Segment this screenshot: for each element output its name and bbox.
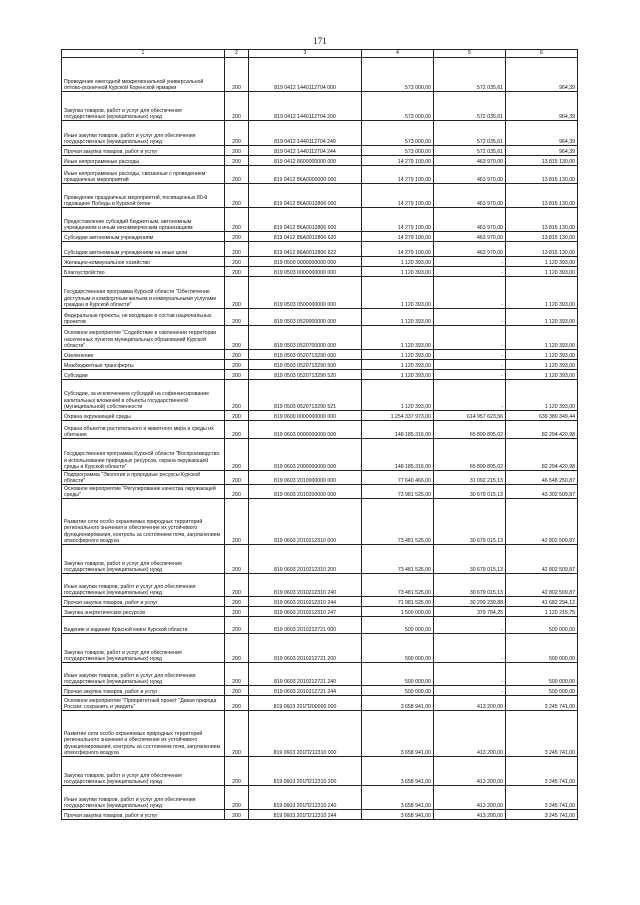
table-row [62, 686, 578, 696]
cell-grbs: 200 [225, 485, 249, 499]
cell-grbs: 200 [225, 499, 249, 545]
table-row [62, 146, 578, 156]
cell-fact: - [434, 257, 506, 267]
cell-fact: 30 679 015,13 [434, 545, 506, 574]
header-cell: 6 [506, 50, 578, 58]
table-row [62, 545, 578, 574]
cell-rest: 500 000,00 [506, 686, 578, 696]
cell-rest: 964,39 [506, 146, 578, 156]
table-row [62, 421, 578, 439]
cell-fact: 379 784,25 [434, 607, 506, 617]
cell-rest: 1 120 215,75 [506, 607, 578, 617]
cell-grbs: 200 [225, 326, 249, 350]
table-row [62, 485, 578, 499]
cell-plan: 1 120 393,00 [362, 380, 434, 411]
cell-fact: 572 035,61 [434, 58, 506, 92]
cell-code: 819 0603 201П212310 000 [249, 711, 362, 757]
cell-fact: 463 970,00 [434, 156, 506, 166]
table-row [62, 380, 578, 411]
cell-grbs: 200 [225, 350, 249, 360]
cell-plan: 3 658 941,00 [362, 786, 434, 810]
cell-fact: 463 970,00 [434, 166, 506, 184]
cell-rest: 1 120 393,00 [506, 350, 578, 360]
cell-plan: 500 000,00 [362, 663, 434, 686]
table-row [62, 757, 578, 786]
cell-rest: 13 815 130,00 [506, 232, 578, 242]
cell-name: Субсидии автономным учреждениям на иные цели [62, 242, 225, 257]
cell-code: 819 0603 2010212310 000 [249, 499, 362, 545]
cell-fact: - [434, 309, 506, 326]
cell-grbs: 200 [225, 421, 249, 439]
cell-fact: - [434, 370, 506, 380]
cell-code: 819 0412 86А0012806 600 [249, 208, 362, 232]
cell-code: 819 0503 0520713290 521 [249, 380, 362, 411]
cell-plan: 14 279 100,00 [362, 208, 434, 232]
cell-fact: 463 970,00 [434, 208, 506, 232]
cell-name: Развитие сети особо охраняемых природных территорий регионального значения и обеспечение их устойчивого функционирования, контроль за состоянием почв, загрязнением атмосферного воздуха [62, 499, 225, 545]
cell-code: 819 0412 86А0012806 000 [249, 184, 362, 208]
cell-name: Закупка товаров, работ и услуг для обеспечения государственных (муниципальных) нужд [62, 545, 225, 574]
table-row [62, 617, 578, 634]
table-row [62, 471, 578, 485]
cell-grbs: 200 [225, 360, 249, 370]
cell-fact: - [434, 617, 506, 634]
table-row [62, 574, 578, 597]
cell-code: 819 0503 0000000000 000 [249, 267, 362, 277]
cell-rest: 500 000,00 [506, 634, 578, 663]
cell-name: Основное мероприятие "Регулирование качества окружающей среды" [62, 485, 225, 499]
cell-grbs: 200 [225, 309, 249, 326]
cell-fact: 30 299 230,88 [434, 597, 506, 607]
cell-name: Межбюджетные трансферты [62, 360, 225, 370]
cell-grbs: 200 [225, 267, 249, 277]
cell-plan: 1 500 000,00 [362, 607, 434, 617]
cell-grbs: 200 [225, 757, 249, 786]
cell-rest: 13 815 130,00 [506, 242, 578, 257]
cell-fact: - [434, 326, 506, 350]
cell-plan: 14 279 100,00 [362, 242, 434, 257]
cell-code: 819 0603 2010212310 244 [249, 597, 362, 607]
cell-rest: 1 120 393,00 [506, 380, 578, 411]
cell-code: 819 0603 2010212310 200 [249, 545, 362, 574]
cell-code: 819 0603 201П212310 200 [249, 757, 362, 786]
cell-fact: 413 200,00 [434, 810, 506, 820]
cell-grbs: 200 [225, 696, 249, 711]
cell-name: Закупка товаров, работ и услуг для обеспечения государственных (муниципальных) нужд [62, 92, 225, 121]
cell-code: 819 0503 0520713290 000 [249, 350, 362, 360]
cell-plan: 573 000,00 [362, 58, 434, 92]
cell-grbs: 200 [225, 617, 249, 634]
cell-rest: 3 245 741,00 [506, 810, 578, 820]
header-cell: 4 [362, 50, 434, 58]
cell-rest: 13 815 130,00 [506, 184, 578, 208]
cell-plan: 3 658 941,00 [362, 810, 434, 820]
cell-name: Охрана окружающей среды [62, 411, 225, 421]
cell-code: 819 0603 201П200000 000 [249, 696, 362, 711]
cell-fact: 65 890 895,02 [434, 421, 506, 439]
cell-fact: 572 035,61 [434, 146, 506, 156]
table-row [62, 350, 578, 360]
cell-fact: 572 035,61 [434, 92, 506, 121]
cell-rest: 43 302 509,87 [506, 485, 578, 499]
cell-plan: 14 279 100,00 [362, 232, 434, 242]
cell-rest: 3 245 741,00 [506, 711, 578, 757]
table-row [62, 634, 578, 663]
cell-fact: 413 200,00 [434, 786, 506, 810]
cell-plan: 3 658 941,00 [362, 696, 434, 711]
budget-table [61, 49, 578, 820]
cell-name: Прочая закупка товаров, работ и услуг [62, 146, 225, 156]
cell-rest: 1 120 393,00 [506, 257, 578, 267]
table-row [62, 711, 578, 757]
table-row [62, 370, 578, 380]
cell-rest: 13 815 130,00 [506, 208, 578, 232]
table-row [62, 208, 578, 232]
cell-grbs: 200 [225, 92, 249, 121]
cell-code: 819 0603 2010000000 000 [249, 471, 362, 485]
cell-name: Иные непрограммные расходы, связанные с проведением праздничных мероприятий [62, 166, 225, 184]
cell-code: 819 0603 2010212310 240 [249, 574, 362, 597]
cell-rest: 1 120 393,00 [506, 267, 578, 277]
cell-rest: 13 815 130,00 [506, 166, 578, 184]
cell-rest: 82 294 420,98 [506, 439, 578, 471]
cell-plan: 148 185 316,00 [362, 439, 434, 471]
cell-grbs: 200 [225, 663, 249, 686]
cell-code: 819 0603 2010212721 244 [249, 686, 362, 696]
cell-plan: 71 981 525,00 [362, 597, 434, 607]
cell-code: 819 0603 201П212310 244 [249, 810, 362, 820]
cell-fact: 572 035,61 [434, 121, 506, 146]
cell-code: 819 0603 2010212721 000 [249, 617, 362, 634]
table-row [62, 411, 578, 421]
cell-fact: 30 679 015,13 [434, 485, 506, 499]
cell-code: 819 0503 0520713290 500 [249, 360, 362, 370]
table-row [62, 439, 578, 471]
table-header-row [62, 50, 578, 58]
table-row [62, 277, 578, 309]
cell-grbs: 200 [225, 411, 249, 421]
cell-rest: 964,39 [506, 92, 578, 121]
cell-grbs: 200 [225, 146, 249, 156]
cell-name: Прочая закупка товаров, работ и услуг [62, 810, 225, 820]
cell-code: 819 0412 1440112704 000 [249, 58, 362, 92]
table-row [62, 696, 578, 711]
cell-name: Подпрограмма "Экология и природные ресурсы Курской области" [62, 471, 225, 485]
cell-fact: - [434, 686, 506, 696]
cell-grbs: 200 [225, 545, 249, 574]
cell-name: Развитие сети особо охраняемых природных территорий регионального значения и обеспечение их устойчивого функционирования, контроль за состоянием почв, загрязнением атмосферного воздуха [62, 711, 225, 757]
cell-fact: 463 970,00 [434, 184, 506, 208]
cell-name: Охрана объектов растительного и животного мира и среды их обитания [62, 421, 225, 439]
header-cell: 1 [62, 50, 225, 58]
cell-plan: 73 481 525,00 [362, 545, 434, 574]
cell-grbs: 200 [225, 471, 249, 485]
cell-grbs: 200 [225, 121, 249, 146]
cell-name: Ведение и издание Красной книги Курской области [62, 617, 225, 634]
cell-name: Иные закупки товаров, работ и услуг для обеспечения государственных (муниципальных) нужд [62, 786, 225, 810]
cell-plan: 573 000,00 [362, 92, 434, 121]
cell-grbs: 200 [225, 58, 249, 92]
cell-rest: 964,39 [506, 121, 578, 146]
cell-grbs: 200 [225, 184, 249, 208]
cell-grbs: 200 [225, 607, 249, 617]
cell-code: 819 0603 2010200000 000 [249, 485, 362, 499]
cell-plan: 1 120 393,00 [362, 350, 434, 360]
table-row [62, 597, 578, 607]
table-row [62, 499, 578, 545]
cell-code: 819 0412 86А0012806 620 [249, 232, 362, 242]
cell-grbs: 200 [225, 810, 249, 820]
cell-fact: - [434, 380, 506, 411]
cell-fact: 413 200,00 [434, 696, 506, 711]
cell-code: 819 0412 86А0012806 622 [249, 242, 362, 257]
table-row [62, 786, 578, 810]
cell-rest: 42 802 509,87 [506, 499, 578, 545]
cell-code: 819 0603 0000000000 000 [249, 421, 362, 439]
cell-plan: 500 000,00 [362, 617, 434, 634]
cell-plan: 500 000,00 [362, 634, 434, 663]
cell-fact: 31 092 215,13 [434, 471, 506, 485]
cell-grbs: 200 [225, 686, 249, 696]
cell-fact: - [434, 267, 506, 277]
cell-rest: 41 682 294,12 [506, 597, 578, 607]
cell-code: 819 0503 0520000000 000 [249, 309, 362, 326]
table-row [62, 58, 578, 92]
cell-name: Иные закупки товаров, работ и услуг для обеспечения государственных (муниципальных) нужд [62, 574, 225, 597]
table-row [62, 360, 578, 370]
cell-rest: 3 245 741,00 [506, 696, 578, 711]
cell-plan: 1 120 393,00 [362, 277, 434, 309]
cell-plan: 3 658 941,00 [362, 757, 434, 786]
cell-plan: 73 481 525,00 [362, 574, 434, 597]
cell-code: 819 0603 2000000000 000 [249, 439, 362, 471]
cell-grbs: 200 [225, 634, 249, 663]
cell-fact: 463 970,00 [434, 232, 506, 242]
cell-name: Закупка товаров, работ и услуг для обеспечения государственных (муниципальных) нужд [62, 634, 225, 663]
cell-plan: 73 981 525,00 [362, 485, 434, 499]
cell-rest: 500 000,00 [506, 663, 578, 686]
header-cell: 5 [434, 50, 506, 58]
cell-grbs: 200 [225, 711, 249, 757]
cell-fact: 65 890 895,02 [434, 439, 506, 471]
cell-grbs: 200 [225, 257, 249, 267]
cell-grbs: 200 [225, 156, 249, 166]
cell-fact: 30 679 015,13 [434, 574, 506, 597]
cell-rest: 46 548 250,87 [506, 471, 578, 485]
table-row [62, 326, 578, 350]
cell-plan: 1 120 393,00 [362, 370, 434, 380]
cell-name: Иные закупки товаров, работ и услуг для обеспечения государственных (муниципальных) нужд [62, 663, 225, 686]
cell-grbs: 200 [225, 208, 249, 232]
table-row [62, 92, 578, 121]
cell-plan: 14 279 100,00 [362, 184, 434, 208]
cell-code: 819 0412 8600000000 000 [249, 156, 362, 166]
cell-name: Благоустройство [62, 267, 225, 277]
cell-grbs: 200 [225, 597, 249, 607]
cell-rest: 1 120 393,00 [506, 326, 578, 350]
cell-name: Жилищно-коммунальное хозяйство [62, 257, 225, 267]
cell-name: Федеральные проекты, не входящие в состав национальных проектов [62, 309, 225, 326]
header-cell: 2 [225, 50, 249, 58]
table-row [62, 607, 578, 617]
table-row [62, 166, 578, 184]
cell-name: Основное мероприятие "Содействие в озеленении территории населенных пунктов муниципальных образований Курской области" [62, 326, 225, 350]
cell-code: 819 0503 0520700000 000 [249, 326, 362, 350]
cell-grbs: 200 [225, 380, 249, 411]
cell-grbs: 200 [225, 439, 249, 471]
cell-rest: 1 120 393,00 [506, 309, 578, 326]
cell-code: 819 0412 1440112704 240 [249, 121, 362, 146]
cell-plan: 14 279 100,00 [362, 156, 434, 166]
cell-fact: 413 200,00 [434, 757, 506, 786]
cell-name: Озеленение [62, 350, 225, 360]
table-row [62, 309, 578, 326]
cell-plan: 573 000,00 [362, 121, 434, 146]
cell-plan: 148 185 316,00 [362, 421, 434, 439]
table-row [62, 121, 578, 146]
cell-grbs: 200 [225, 786, 249, 810]
cell-rest: 3 245 741,00 [506, 786, 578, 810]
cell-name: Закупка товаров, работ и услуг для обеспечения государственных (муниципальных) нужд [62, 757, 225, 786]
cell-fact: 463 970,00 [434, 242, 506, 257]
cell-plan: 1 254 337 973,00 [362, 411, 434, 421]
cell-fact: - [434, 663, 506, 686]
cell-grbs: 200 [225, 277, 249, 309]
cell-code: 819 0603 2010212721 240 [249, 663, 362, 686]
cell-name: Прочая закупка товаров, работ и услуг [62, 686, 225, 696]
cell-fact: - [434, 360, 506, 370]
cell-grbs: 200 [225, 242, 249, 257]
cell-fact: 614 957 623,56 [434, 411, 506, 421]
cell-name: Государственная программа Курской области "Обеспечение доступным и комфортным жильем и коммунальными услугами граждан в Курской области" [62, 277, 225, 309]
cell-plan: 14 279 100,00 [362, 166, 434, 184]
cell-code: 819 0603 201П212310 240 [249, 786, 362, 810]
cell-name: Предоставление субсидий бюджетным, автономным учреждениям и иным некоммерческим организациям [62, 208, 225, 232]
cell-rest: 1 120 393,00 [506, 360, 578, 370]
cell-rest: 1 120 393,00 [506, 370, 578, 380]
cell-code: 819 0412 1440112704 200 [249, 92, 362, 121]
cell-code: 819 0412 1440112704 244 [249, 146, 362, 156]
cell-rest: 964,39 [506, 58, 578, 92]
cell-rest: 500 000,00 [506, 617, 578, 634]
cell-name: Проведение праздничных мероприятий, посвященных 80-й годовщине Победы в Курской битве [62, 184, 225, 208]
table-row [62, 267, 578, 277]
table-row [62, 242, 578, 257]
cell-fact: - [434, 277, 506, 309]
cell-rest: 42 802 509,87 [506, 574, 578, 597]
cell-name: Прочая закупка товаров, работ и услуг [62, 597, 225, 607]
table-row [62, 810, 578, 820]
table-row [62, 156, 578, 166]
table-row [62, 232, 578, 242]
cell-plan: 1 120 393,00 [362, 360, 434, 370]
cell-plan: 1 120 393,00 [362, 326, 434, 350]
cell-name: Проведение ежегодной межрегиональной универсальной оптово-розничной Курской Коренской ярмарки [62, 58, 225, 92]
cell-grbs: 200 [225, 574, 249, 597]
table-body [62, 58, 578, 820]
cell-fact: 30 679 015,13 [434, 499, 506, 545]
cell-name: Государственная программа Курской области "Воспроизводство и использование природных ресурсов, охрана окружающей среды в Курской области" [62, 439, 225, 471]
cell-grbs: 200 [225, 166, 249, 184]
cell-code: 819 0603 2010212721 200 [249, 634, 362, 663]
cell-grbs: 200 [225, 232, 249, 242]
cell-code: 819 0500 0000000000 000 [249, 257, 362, 267]
cell-name: Иные непрограммные расходы [62, 156, 225, 166]
cell-plan: 3 658 941,00 [362, 711, 434, 757]
table-row [62, 257, 578, 267]
cell-plan: 1 120 393,00 [362, 267, 434, 277]
cell-rest: 82 294 420,98 [506, 421, 578, 439]
cell-rest: 42 802 509,87 [506, 545, 578, 574]
cell-fact: - [434, 350, 506, 360]
cell-rest: 639 380 349,44 [506, 411, 578, 421]
cell-name: Иные закупки товаров, работ и услуг для обеспечения государственных (муниципальных) нужд [62, 121, 225, 146]
cell-code: 819 0412 86А0000000 000 [249, 166, 362, 184]
cell-plan: 500 000,00 [362, 686, 434, 696]
cell-rest: 1 120 393,00 [506, 277, 578, 309]
cell-fact: - [434, 634, 506, 663]
cell-plan: 77 640 466,00 [362, 471, 434, 485]
cell-name: Субсидии [62, 370, 225, 380]
cell-code: 819 0503 0520713290 520 [249, 370, 362, 380]
page-number: 171 [313, 36, 327, 46]
cell-name: Основное мероприятие "Приоритетный проект "Дикая природа России: сохранить и увидеть" [62, 696, 225, 711]
cell-plan: 573 000,00 [362, 146, 434, 156]
cell-name: Закупка энергетических ресурсов [62, 607, 225, 617]
cell-name: Субсидии автономным учреждениям [62, 232, 225, 242]
cell-code: 819 0503 0500000000 000 [249, 277, 362, 309]
cell-rest: 13 815 130,00 [506, 156, 578, 166]
cell-plan: 1 120 393,00 [362, 257, 434, 267]
cell-plan: 1 120 393,00 [362, 309, 434, 326]
table-row [62, 663, 578, 686]
cell-code: 819 0600 0000000000 000 [249, 411, 362, 421]
cell-grbs: 200 [225, 370, 249, 380]
header-cell: 3 [249, 50, 362, 58]
cell-rest: 3 245 741,00 [506, 757, 578, 786]
table-row [62, 184, 578, 208]
cell-code: 819 0603 2010212310 247 [249, 607, 362, 617]
cell-name: Субсидии, за исключением субсидий на софинансирование капитальных вложений в объекты государственной (муниципальной) собственности [62, 380, 225, 411]
cell-fact: 413 200,00 [434, 711, 506, 757]
cell-plan: 73 481 525,00 [362, 499, 434, 545]
